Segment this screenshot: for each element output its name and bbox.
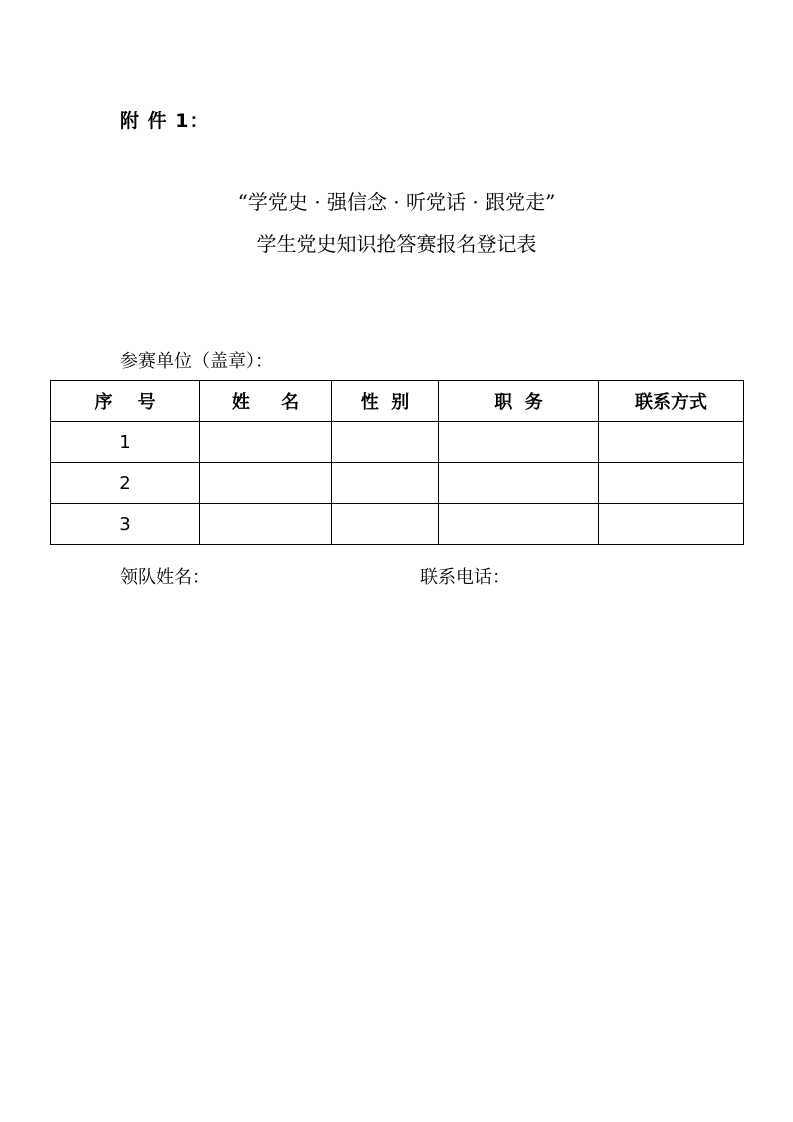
gender-cell[interactable] [332,463,439,504]
column-header-contact: 联系方式 [599,381,744,422]
position-cell[interactable] [439,422,599,463]
column-header-gender: 性 别 [332,381,439,422]
registration-table [50,380,744,545]
position-cell[interactable] [439,463,599,504]
table-row [51,422,744,463]
name-cell[interactable] [200,422,332,463]
attachment-label: 附 件 1： [120,110,210,132]
table-row [51,463,744,504]
contact-cell[interactable] [599,463,744,504]
row-number-cell: 2 [51,463,200,504]
row-number-cell: 3 [51,504,200,545]
contact-cell[interactable] [599,504,744,545]
contact-cell[interactable] [599,422,744,463]
document-title-slogan: “学党史 · 强信念 · 听党话 · 跟党走” [237,190,556,214]
row-number-cell: 1 [51,422,200,463]
column-header-position: 职 务 [439,381,599,422]
table-row [51,504,744,545]
team-leader-label: 领队姓名： [120,567,210,588]
contact-phone-label: 联系电话： [420,567,510,588]
name-cell[interactable] [200,504,332,545]
gender-cell[interactable] [332,422,439,463]
column-header-name: 姓 名 [200,381,332,422]
participating-unit-label: 参赛单位（盖章）： [120,351,273,372]
gender-cell[interactable] [332,504,439,545]
position-cell[interactable] [439,504,599,545]
name-cell[interactable] [200,463,332,504]
table-header-row [51,381,744,422]
document-title: 学生党史知识抢答赛报名登记表 [256,232,537,256]
column-header-number: 序 号 [51,381,200,422]
